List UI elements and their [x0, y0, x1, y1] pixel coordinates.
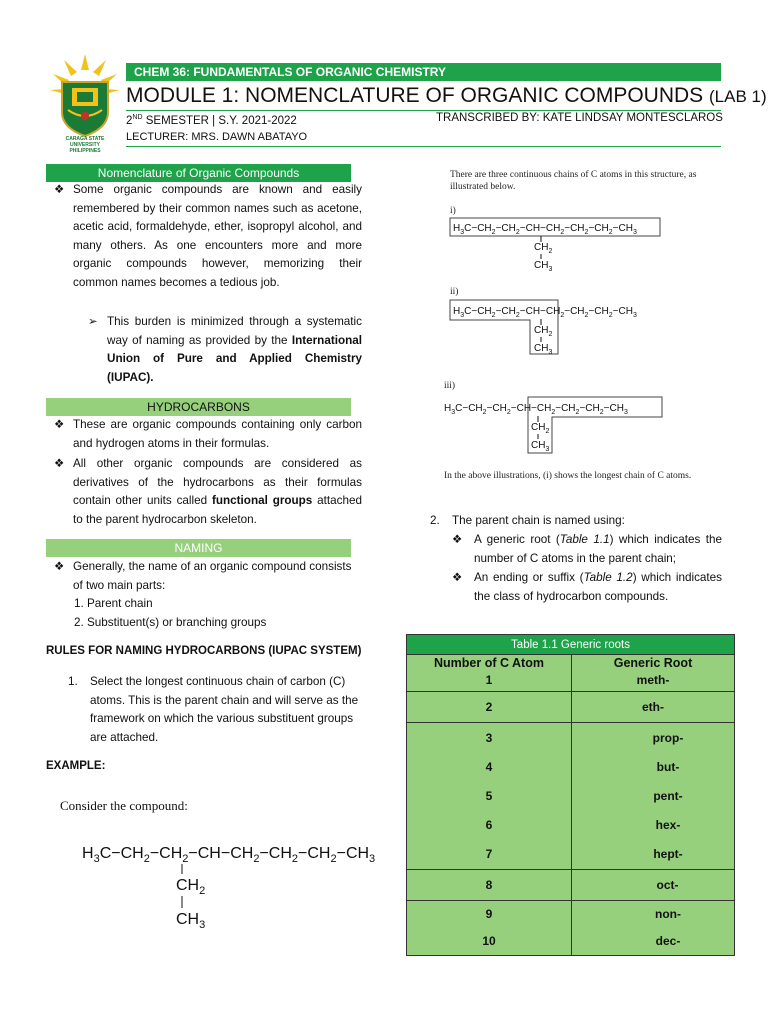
generic-roots-table: [406, 634, 735, 956]
cell-number: 7: [485, 847, 493, 861]
section-naming: NAMING: [46, 539, 351, 557]
hydrocarbons-bullet-1-text: These are organic compounds containing only carbon and hydrogen atoms in their formulas.: [73, 418, 362, 450]
rules-heading: RULES FOR NAMING HYDROCARBONS (IUPAC SYSTEM): [46, 645, 362, 657]
cell-number-group: [407, 723, 572, 870]
suffix-text: An ending or suffix (: [474, 571, 584, 584]
semester-number: 2: [126, 114, 133, 127]
svg-text:H3C−CH2−CH2−CH−CH2−CH2−CH2−CH3: $H_3C-CH_2-CH_2-CH-CH_2-CH_2-CH_2-CH_3$: [453, 306, 637, 319]
example-figure: [40, 796, 376, 936]
diamond-bullet-icon: ❖: [54, 457, 65, 470]
hydrocarbons-bullet-2-end: attached to the parent hydrocarbon skeleton.: [73, 494, 363, 526]
nomenclature-bullet-text: Some organic compounds are known and easily remembered by their common names such as acetone, acetic acid, formaldehyde, ether, isopropyl alcohol, and many others. As one encounters more and more organic compounds however, memorizing their common names becomes a tedious job.: [73, 183, 362, 289]
rule-1: [68, 673, 362, 747]
cell-root: pent-: [653, 789, 683, 803]
svg-text:CH2: $CH_2$: [176, 877, 206, 897]
svg-text:H3C−CH2−CH2−CH−CH2−CH2−CH2−CH3: $H_3C-CH_2-CH_2-CH-CH_2-CH_2-CH_2-CH_3$: [453, 223, 637, 236]
logo-caption: CARAGA STATE UNIVERSITY PHILIPPINES: [65, 136, 105, 154]
section-hydrocarbons: HYDROCARBONS: [46, 398, 351, 416]
table-1-1-ref: Table 1.1: [559, 533, 610, 546]
cell-number: 6: [485, 818, 493, 832]
table-caption: Table 1.1 Generic roots: [407, 635, 735, 655]
university-logo: [50, 52, 120, 152]
diamond-bullet-icon: ❖: [452, 533, 463, 546]
svg-text:CH3: $CH_3$: [534, 260, 553, 273]
chain-diagram-ii: [448, 296, 718, 358]
header-cell-number: [407, 655, 572, 692]
column-header-root: Generic Root: [613, 656, 693, 670]
cell-root: but-: [656, 760, 680, 774]
svg-text:CH2: $CH_2$: [534, 325, 553, 338]
chain-label-ii: ii): [450, 287, 459, 297]
cell-root-group: [572, 901, 735, 956]
svg-text:CH3: $CH_3$: [531, 440, 550, 453]
svg-text:CH2: $CH_2$: [534, 242, 553, 255]
cell-root: meth-: [636, 673, 670, 687]
chain-label-iii: iii): [444, 381, 456, 391]
chain-diagram-i: [448, 214, 718, 274]
semester-line: [126, 111, 297, 128]
rule-2-bullet-1: [452, 531, 722, 568]
iupac-sub-bullet: [88, 313, 362, 387]
rule-2-number: 2.: [430, 514, 440, 527]
table-row: [407, 870, 735, 901]
cell-root: non-: [655, 907, 681, 921]
functional-groups-term: functional groups: [212, 494, 313, 508]
chain-label-i: i): [450, 206, 456, 216]
diamond-bullet-icon: ❖: [54, 183, 65, 196]
diamond-bullet-icon: ❖: [54, 418, 65, 431]
hydrocarbons-bullet-2-text: All other organic compounds are considered as derivatives of the hydrocarbons as their formulas contain other units called: [73, 457, 362, 508]
cell-root: dec-: [655, 934, 681, 948]
transcriber-line: TRANSCRIBED BY: KATE LINDSAY MONTESCLAROS: [436, 112, 723, 124]
cell-root: hex-: [655, 818, 681, 832]
table-row-group: [407, 901, 735, 956]
cell-number-group: [407, 901, 572, 956]
example-structure: [40, 816, 376, 936]
cell-number: 10: [482, 934, 496, 948]
naming-item-1: 1. Parent chain: [74, 597, 153, 610]
cell-root-group: [572, 723, 735, 870]
root-text-end: ) which indicates the number of C atoms in the parent chain;: [474, 533, 722, 565]
diamond-bullet-icon: ❖: [54, 560, 65, 573]
example-label: EXAMPLE:: [46, 760, 106, 772]
module-title-text: MODULE 1: NOMENCLATURE OF ORGANIC COMPOUNDS: [126, 84, 704, 107]
cell-number: 5: [485, 789, 493, 803]
cell-number: 2: [407, 692, 572, 723]
table-row: [407, 692, 735, 723]
naming-bullet-text: Generally, the name of an organic compound consists of two main parts:: [73, 560, 352, 592]
table-row-group: [407, 723, 735, 870]
root-text: A generic root (: [474, 533, 560, 546]
cell-number: 4: [485, 760, 493, 774]
naming-item-2: 2. Substituent(s) or branching groups: [74, 616, 267, 629]
cell-number: 8: [407, 870, 572, 901]
svg-text:H3C−CH2−CH2−CH−CH2−CH2−CH2−CH3: $H_3C-CH_2-CH_2-CH-CH_2-CH_2-CH_2-CH_3$: [444, 403, 628, 416]
rule-2: [430, 512, 730, 531]
lecturer-line: LECTURER: MRS. DAWN ABATAYO: [126, 131, 308, 143]
iupac-text: This burden is minimized through a systematic way of naming as provided by the: [107, 315, 362, 347]
header-cell-root: [572, 655, 735, 692]
naming-bullet: [54, 558, 362, 595]
semester-text: SEMESTER | S.Y. 2021-2022: [142, 114, 297, 127]
cell-root: prop-: [652, 731, 684, 745]
course-bar: CHEM 36: FUNDAMENTALS OF ORGANIC CHEMISTRY: [126, 63, 721, 81]
svg-text:CH2: $CH_2$: [531, 422, 550, 435]
rule-1-number: 1.: [68, 675, 78, 688]
column-header-number: Number of C Atom: [434, 656, 544, 670]
rule-2-text: The parent chain is named using:: [452, 514, 625, 527]
svg-text:CH3: $CH_3$: [176, 911, 206, 931]
lab-label: (LAB 1): [709, 87, 767, 106]
cell-root: oct-: [572, 870, 735, 901]
cell-root: hept-: [653, 847, 683, 861]
chains-caption: In the above illustrations, (i) shows the longest chain of C atoms.: [444, 471, 692, 481]
diamond-bullet-icon: ❖: [452, 571, 463, 584]
chain-diagram-iii: [442, 393, 722, 457]
svg-text:CH3: $CH_3$: [534, 343, 553, 356]
section-nomenclature: Nomenclature of Organic Compounds: [46, 164, 351, 182]
rule-1-text: Select the longest continuous chain of carbon (C) atoms. This is the parent chain and will serve as the framework on which the various substituent groups are attached.: [90, 675, 359, 744]
iupac-name: International Union of Pure and Applied Chemistry (IUPAC).: [107, 333, 362, 384]
arrow-bullet-icon: ➢: [88, 315, 98, 328]
semester-ordinal: ND: [132, 114, 143, 121]
header-divider: [126, 146, 721, 147]
cell-root: eth-: [572, 692, 735, 723]
cell-number: 1: [485, 673, 493, 687]
rule-2-bullet-2: [452, 569, 722, 606]
module-title: [126, 84, 767, 109]
chains-intro: There are three continuous chains of C atoms in this structure, as illustrated below.: [450, 170, 697, 192]
nomenclature-bullet: [54, 181, 362, 293]
hydrocarbons-bullet-1: [54, 416, 362, 453]
cell-number: 3: [485, 731, 493, 745]
table-1-2-ref: Table 1.2: [583, 571, 633, 584]
table-body: [407, 655, 735, 956]
cell-number: 9: [485, 907, 493, 921]
example-caption: Consider the compound:: [60, 798, 188, 813]
hydrocarbons-bullet-2: [54, 455, 362, 529]
svg-text:H3C−CH2−CH2−CH−CH2−CH2−CH2−CH3: $H_3C-CH_2-CH_2-CH-CH_2-CH_2-CH_2-CH_3$: [82, 845, 376, 865]
suffix-text-end: ) which indicates the class of hydrocarbon compounds.: [474, 571, 722, 603]
